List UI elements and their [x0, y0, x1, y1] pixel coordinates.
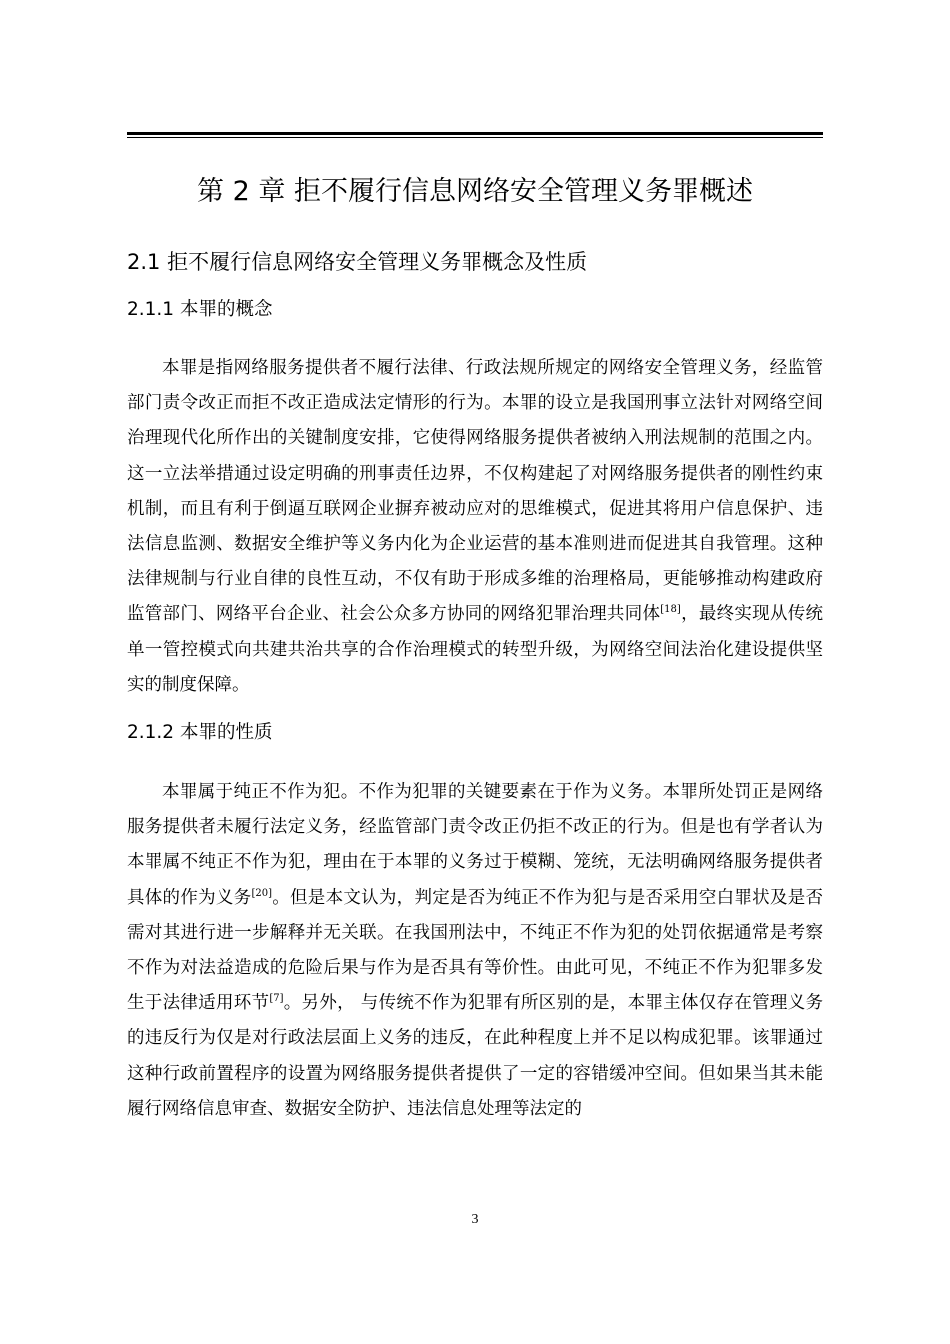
- citation-ref: [18]: [660, 604, 681, 616]
- citation-ref: [7]: [269, 993, 284, 1005]
- citation-ref: [20]: [251, 887, 272, 899]
- subsection-title-concept: 2.1.1 本罪的概念: [127, 299, 273, 320]
- paragraph-concept-text-b: ，最终实现从传统单一管控模式向共建共治共享的合作治理模式的转型升级，为网络空间法治化建设提供坚实的制度保障。: [127, 604, 824, 695]
- paragraph-concept: [127, 351, 823, 703]
- paragraph-concept-text-a: 本罪是指网络服务提供者不履行法律、行政法规所规定的网络安全管理义务，经监管部门责令改正而拒不改正造成法定情形的行为。本罪的设立是我国刑事立法针对网络空间治理现代化所作出的关键制度安排，它使得网络服务提供者被纳入刑法规制的范围之内。这一立法举措通过设定明确的刑事责任边界，不仅构建起了对网络服务提供者的刚性约束机制，而且有利于倒逼互联网企业摒弃被动应对的思维模式，促进其将用户信息保护、违法信息监测、数据安全维护等义务内化为企业运营的基本准则进而促进其自我管理。这种法律规制与行业自律的良性互动，不仅有助于形成多维的治理格局，更能够推动构建政府监管部门、网络平台企业、社会公众多方协同的网络犯罪治理共同体: [127, 358, 823, 625]
- paragraph-nature-text-a: 本罪属于纯正不作为犯。不作为犯罪的关键要素在于作为义务。本罪所处罚正是网络服务提供者未履行法定义务，经监管部门责令改正仍拒不改正的行为。但是也有学者认为本罪属不纯正不作为犯，理由在于本罪的义务过于模糊、笼统，无法明确网络服务提供者具体的作为义务: [127, 782, 823, 908]
- paragraph-nature-text-c: 。另外， 与传统不作为犯罪有所区别的是，本罪主体仅存在管理义务的违反行为仅是对行政法层面上义务的违反，在此种程度上并不足以构成犯罪。该罪通过这种行政前置程序的设置为网络服务提供者提供了一定的容错缓冲空间。但如果当其未能履行网络信息审查、数据安全防护、违法信息处理等法定的: [127, 993, 823, 1119]
- subsection-title-nature: 2.1.2 本罪的性质: [127, 722, 273, 743]
- page-number: 3: [471, 1212, 479, 1227]
- paragraph-nature-text-b: 。但是本文认为，判定是否为纯正不作为犯与是否采用空白罪状及是否需对其进行进一步解释并无关联。在我国刑法中，不纯正不作为犯的处罚依据通常是考察不作为对法益造成的危险后果与作为是否具有等价性。由此可见，不纯正不作为犯罪多发生于法律适用环节: [127, 887, 824, 1014]
- header-rule-thick: [127, 132, 823, 135]
- paragraph-nature: [127, 775, 823, 1127]
- chapter-title: 第 2 章 拒不履行信息网络安全管理义务罪概述: [197, 176, 753, 207]
- header-rule-thin: [127, 137, 823, 138]
- section-title: 2.1 拒不履行信息网络安全管理义务罪概念及性质: [127, 250, 588, 274]
